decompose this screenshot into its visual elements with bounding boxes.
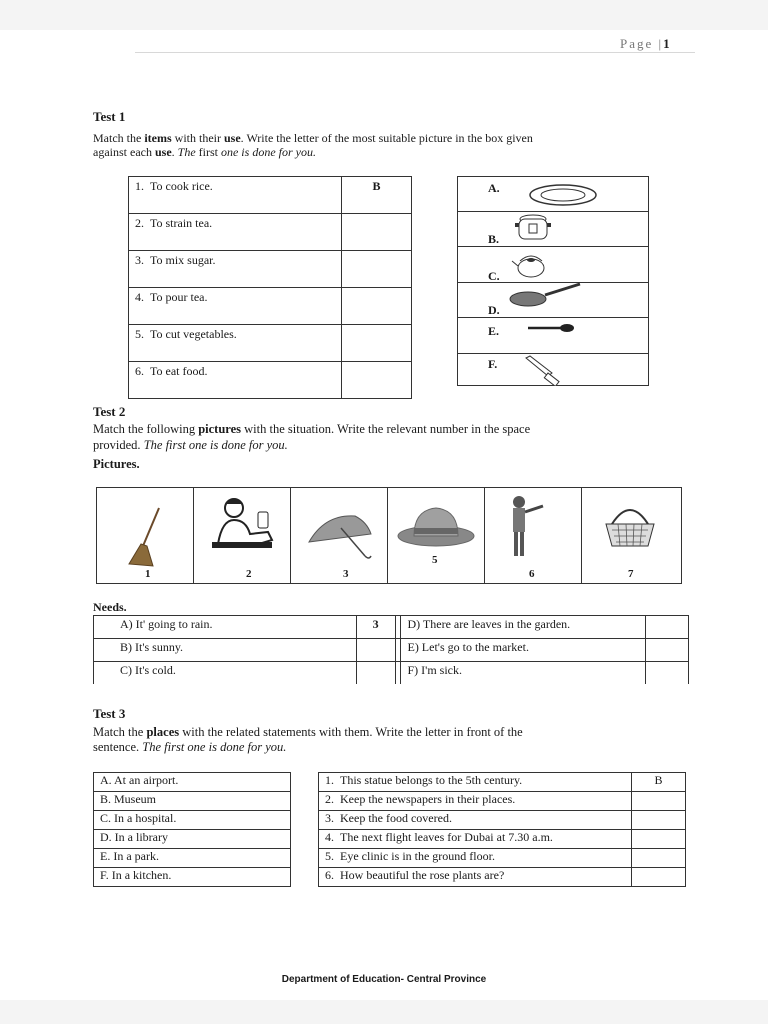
pic-letter: F. [488, 357, 498, 371]
item-text: To mix sugar. [150, 253, 216, 267]
test1-title: Test 1 [93, 109, 126, 124]
table-row [129, 177, 412, 214]
sick-man-icon [212, 494, 276, 550]
item-num: 3. [135, 253, 144, 267]
page-number: 1 [663, 36, 670, 51]
statement-num: 3. [325, 811, 334, 825]
picture-number: 2 [246, 568, 252, 580]
answer-box[interactable]: B [632, 773, 686, 792]
table-row [129, 325, 412, 362]
picture-number: 7 [628, 568, 634, 580]
page-header [620, 36, 670, 52]
table-row [94, 811, 291, 830]
statement-cell [319, 792, 632, 811]
statement-text: How beautiful the rose plants are? [340, 868, 505, 882]
pic-letter: D. [488, 303, 500, 317]
place-cell: F. In a kitchen. [94, 868, 291, 887]
instr-text: Match the [93, 131, 145, 145]
need-right: D) There are leaves in the garden. [401, 616, 646, 639]
need-right: F) I'm sick. [401, 662, 646, 685]
divider [458, 317, 648, 318]
picture-cell [485, 488, 582, 583]
instr-text: with the situation. Write the relevant number in the space [241, 422, 531, 436]
item-num: 5. [135, 327, 144, 341]
instr-bold: places [146, 725, 180, 739]
answer-box[interactable] [342, 288, 412, 325]
statement-num: 5. [325, 849, 334, 863]
answer-box[interactable] [632, 868, 686, 887]
table-row [94, 639, 689, 662]
table-row [94, 773, 291, 792]
need-right: E) Let's go to the market. [401, 639, 646, 662]
need-left: A) It' going to rain. [94, 616, 357, 639]
statement-text: Keep the food covered. [340, 811, 452, 825]
item-cell [129, 325, 342, 362]
need-left: C) It's cold. [94, 662, 357, 685]
pictures-heading: Pictures. [93, 457, 140, 471]
picture-cell [388, 488, 485, 583]
place-cell: A. At an airport. [94, 773, 291, 792]
answer-box[interactable] [342, 214, 412, 251]
test1-pictures-box [457, 176, 649, 386]
header-rule [135, 52, 695, 53]
kettle-icon [510, 249, 552, 279]
item-text: To cut vegetables. [150, 327, 237, 341]
picture-number: 1 [145, 568, 151, 580]
item-text: To cook rice. [150, 179, 213, 193]
table-row [94, 830, 291, 849]
place-cell: C. In a hospital. [94, 811, 291, 830]
answer-box[interactable] [342, 325, 412, 362]
basket-icon [602, 500, 658, 550]
table-row [319, 849, 686, 868]
statement-cell [319, 849, 632, 868]
table-row [129, 288, 412, 325]
answer-box[interactable] [342, 362, 412, 399]
statement-cell [319, 811, 632, 830]
pic-letter: C. [488, 269, 500, 283]
answer-box[interactable] [646, 639, 689, 662]
item-cell [129, 214, 342, 251]
instr-text: . Write the letter of the most suitable picture in the box given [240, 131, 533, 145]
answer-box[interactable] [632, 830, 686, 849]
instr-text: . [171, 145, 178, 159]
table-row [129, 214, 412, 251]
item-num: 2. [135, 216, 144, 230]
test1-items-table [128, 176, 412, 399]
test3-instructions [93, 725, 683, 755]
instr-italic: The first one is done for you. [142, 740, 287, 754]
plate-icon [528, 184, 598, 206]
picture-cell [291, 488, 388, 583]
instr-text: first [195, 145, 221, 159]
statements-table [318, 772, 686, 887]
answer-box[interactable]: B [342, 177, 412, 214]
instr-italic: The first one is done for you. [143, 438, 288, 452]
table-row [94, 849, 291, 868]
answer-box[interactable] [356, 639, 395, 662]
answer-box[interactable] [356, 662, 395, 685]
test2-instructions [93, 421, 683, 453]
hat-icon [396, 502, 476, 548]
instr-text: Match the following [93, 422, 199, 436]
table-row [129, 362, 412, 399]
statement-cell [319, 830, 632, 849]
pic-letter: B. [488, 232, 500, 246]
instr-italic: one is done for you. [220, 145, 316, 159]
item-num: 1. [135, 179, 144, 193]
divider [458, 246, 648, 247]
need-left: B) It's sunny. [94, 639, 357, 662]
statement-num: 1. [325, 773, 334, 787]
table-row [319, 868, 686, 887]
table-row [319, 792, 686, 811]
statement-num: 4. [325, 830, 334, 844]
statement-text: This statue belongs to the 5th century. [340, 773, 523, 787]
knife-icon [522, 354, 566, 386]
item-num: 6. [135, 364, 144, 378]
answer-box[interactable] [632, 811, 686, 830]
instr-bold: pictures [198, 422, 242, 436]
answer-box[interactable] [646, 616, 689, 639]
place-cell: D. In a library [94, 830, 291, 849]
instr-bold: items [144, 131, 172, 145]
instr-text: sentence. [93, 740, 143, 754]
table-row [319, 811, 686, 830]
table-row [94, 662, 689, 685]
table-row [319, 773, 686, 792]
spoon-icon [526, 321, 576, 335]
needs-table [93, 615, 689, 684]
statement-text: Eye clinic is in the ground floor. [340, 849, 495, 863]
pic-letter: E. [488, 324, 500, 338]
table-row [94, 616, 689, 639]
table-row [94, 792, 291, 811]
table-row [319, 830, 686, 849]
instr-text: provided. [93, 438, 144, 452]
picture-cell [194, 488, 291, 583]
picture-cell [582, 488, 681, 583]
statement-num: 6. [325, 868, 334, 882]
instr-italic: The [177, 145, 196, 159]
pic-letter: A. [488, 181, 500, 195]
instr-text: with the related statements with them. Write the letter in front of the [179, 725, 523, 739]
item-cell [129, 288, 342, 325]
instr-text: with their [171, 131, 224, 145]
item-cell [129, 362, 342, 399]
test2-title: Test 2 [93, 404, 126, 419]
place-cell: B. Museum [94, 792, 291, 811]
places-table [93, 772, 291, 887]
picture-number: 6 [529, 568, 535, 580]
instr-bold: use [154, 145, 172, 159]
answer-box[interactable] [632, 792, 686, 811]
answer-box[interactable]: 3 [356, 616, 395, 639]
item-text: To eat food. [150, 364, 208, 378]
picture-number: 5 [432, 554, 438, 566]
instr-text: against each [93, 145, 155, 159]
needs-heading: Needs. [93, 600, 127, 614]
test1-instructions [93, 131, 683, 159]
rice-cooker-icon [513, 213, 553, 243]
test3-title: Test 3 [93, 706, 126, 721]
broom-icon [125, 506, 165, 568]
test2-pictures-strip [96, 487, 682, 584]
statement-text: Keep the newspapers in their places. [340, 792, 516, 806]
instr-text: Match the [93, 725, 147, 739]
table-row [94, 868, 291, 887]
item-cell [129, 177, 342, 214]
statement-text: The next flight leaves for Dubai at 7.30 a.m. [340, 830, 553, 844]
statement-num: 2. [325, 792, 334, 806]
umbrella-icon [305, 512, 377, 564]
answer-box[interactable] [646, 662, 689, 685]
person-icon [503, 494, 547, 560]
picture-number: 3 [343, 568, 349, 580]
page-label: Page | [620, 36, 664, 51]
item-num: 4. [135, 290, 144, 304]
answer-box[interactable] [632, 849, 686, 868]
answer-box[interactable] [342, 251, 412, 288]
divider [458, 211, 648, 212]
item-text: To pour tea. [150, 290, 208, 304]
statement-cell [319, 773, 632, 792]
instr-bold: use [223, 131, 241, 145]
page-footer: Department of Education- Central Province [281, 974, 487, 985]
statement-cell [319, 868, 632, 887]
pan-icon [508, 281, 586, 311]
table-row [129, 251, 412, 288]
picture-cell [97, 488, 194, 583]
place-cell: E. In a park. [94, 849, 291, 868]
item-cell [129, 251, 342, 288]
item-text: To strain tea. [150, 216, 213, 230]
